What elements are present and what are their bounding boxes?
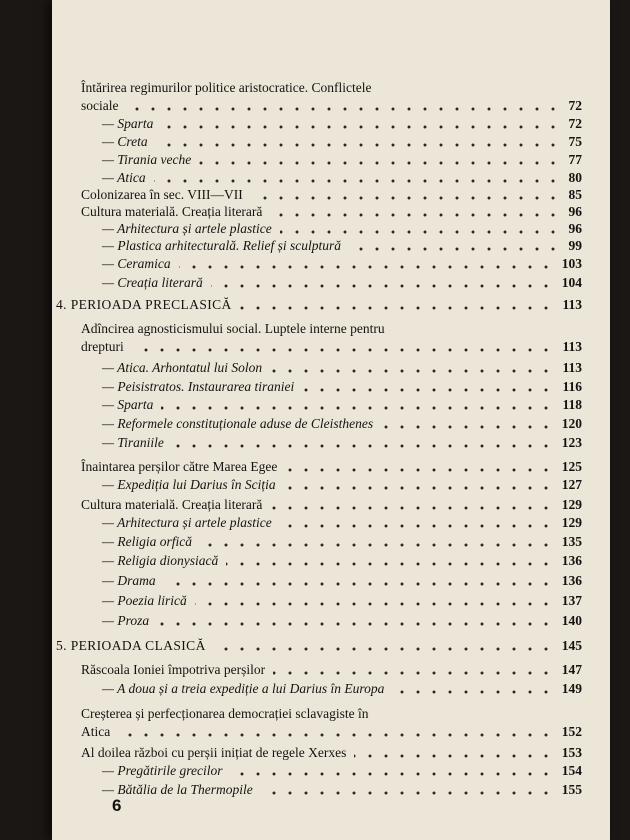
dot-leader xyxy=(280,221,561,235)
toc-page-number: 103 xyxy=(561,256,582,271)
toc-entry xyxy=(52,79,610,97)
dot-leader xyxy=(392,681,554,695)
toc-page-number: 120 xyxy=(561,416,582,431)
toc-page-number: 77 xyxy=(568,152,582,167)
toc-entry-title: — Reformele constituționale aduse de Cleisthenes xyxy=(102,416,374,431)
toc-entry-title: drepturi xyxy=(81,339,124,354)
toc-subentry xyxy=(52,533,610,551)
toc-page-number: 135 xyxy=(561,534,582,549)
toc-entry-title: — Expediția lui Darius în Sciția xyxy=(102,477,276,492)
toc-subentry xyxy=(52,572,610,590)
toc-entry-title: Înaintarea perșilor către Marea Egee xyxy=(81,459,278,474)
toc-entry-title: — Peisistratos. Instaurarea tiraniei xyxy=(102,379,295,394)
toc-entry-title: — Arhitectura și artele plastice xyxy=(102,515,272,530)
toc-entry-title: — Tiraniile xyxy=(102,435,164,450)
toc-subentry xyxy=(52,476,610,494)
toc-page-number: 129 xyxy=(561,515,582,530)
dot-leader xyxy=(270,360,554,374)
toc-page-number: 152 xyxy=(561,724,582,739)
toc-page-number: 129 xyxy=(561,497,582,512)
toc-page-number: 123 xyxy=(561,435,582,450)
book-page xyxy=(52,0,610,840)
toc-entry-title: — Bătălia de la Thermopile xyxy=(102,782,253,797)
toc-page-number: 104 xyxy=(561,275,582,290)
toc-section-heading xyxy=(52,637,610,655)
toc-entry-title: Creșterea și perfecționarea democrației sclavagiste în xyxy=(81,706,369,721)
dot-leader xyxy=(195,593,554,607)
dot-leader xyxy=(154,170,561,184)
toc-entry-title: — Creația literară xyxy=(102,275,203,290)
toc-page-number: 140 xyxy=(561,613,582,628)
dot-leader xyxy=(284,477,554,491)
dot-leader xyxy=(214,638,554,652)
toc-page-number: 118 xyxy=(562,397,582,412)
toc-entry xyxy=(52,496,610,514)
toc-entry-title: Atica xyxy=(81,724,111,739)
toc-entry xyxy=(52,338,610,356)
toc-subentry xyxy=(52,415,610,433)
toc-entry-title: 5. PERIOADA CLASICĂ xyxy=(56,638,206,653)
toc-entry xyxy=(52,723,610,741)
toc-subentry xyxy=(52,434,610,452)
toc-entry-title: Cultura materială. Creația literară xyxy=(81,497,263,512)
toc-subentry xyxy=(52,396,610,414)
toc-page-number: 154 xyxy=(561,763,582,778)
dot-leader xyxy=(161,116,561,130)
toc-entry-title: Colonizarea în sec. VIII—VII xyxy=(81,187,243,202)
toc-page-number: 137 xyxy=(561,593,582,608)
toc-page-number: 125 xyxy=(561,459,582,474)
toc-subentry xyxy=(52,592,610,610)
toc-entry-title: sociale xyxy=(81,98,119,113)
toc-subentry xyxy=(52,762,610,780)
toc-page-number: 155 xyxy=(561,782,582,797)
toc-subentry xyxy=(52,274,610,292)
toc-entry-title: — Pregătirile grecilor xyxy=(102,763,223,778)
dot-leader xyxy=(285,459,554,473)
toc-page-number: 136 xyxy=(561,573,582,588)
toc-subentry xyxy=(52,514,610,532)
toc-section-heading xyxy=(52,296,610,314)
toc-page-number: 72 xyxy=(568,116,582,131)
toc-subentry xyxy=(52,115,610,133)
toc-subentry xyxy=(52,612,610,630)
page-number: 6 xyxy=(112,796,122,815)
toc-entry-title: — Religia dionysiacă xyxy=(102,553,219,568)
toc-page-number: 145 xyxy=(561,638,582,653)
dot-leader xyxy=(156,134,561,148)
dot-leader xyxy=(164,573,554,587)
dot-leader xyxy=(200,534,554,548)
dot-leader xyxy=(132,339,554,353)
toc-subentry xyxy=(52,237,610,255)
toc-entry-title: — Atica xyxy=(102,170,146,185)
toc-entry-title: — Ceramica xyxy=(102,256,171,271)
dot-leader xyxy=(126,98,561,112)
dot-leader xyxy=(349,238,561,252)
toc-entry-title: — Tirania veche xyxy=(102,152,192,167)
toc-subentry xyxy=(52,255,610,273)
toc-subentry xyxy=(52,378,610,396)
toc-page-number: 116 xyxy=(562,379,582,394)
dot-leader xyxy=(240,297,554,311)
toc-page-number: 96 xyxy=(568,221,582,236)
dot-leader xyxy=(118,724,554,738)
toc-entry xyxy=(52,186,610,204)
dot-leader xyxy=(199,152,561,166)
toc-entry xyxy=(52,203,610,221)
toc-entry xyxy=(52,320,610,338)
toc-entry-title: Adîncirea agnosticismului social. Luptele interne pentru xyxy=(81,321,385,336)
dot-leader xyxy=(302,379,554,393)
toc-entry xyxy=(52,705,610,723)
toc-page-number: 99 xyxy=(568,238,582,253)
toc-subentry xyxy=(52,552,610,570)
dot-leader xyxy=(280,515,554,529)
dot-leader xyxy=(273,662,554,676)
toc-page-number: 149 xyxy=(561,681,582,696)
toc-entry-title: — Atica. Arhontatul lui Solon xyxy=(102,360,263,375)
toc-entry-title: — Poezia lirică xyxy=(102,593,187,608)
toc-entry xyxy=(52,97,610,115)
toc-page-number: 96 xyxy=(568,204,582,219)
toc-entry xyxy=(52,661,610,679)
toc-entry-title: Întărirea regimurilor politice aristocratice. Conflictele xyxy=(81,80,372,95)
toc-entry-title: — Arhitectura și artele plastice xyxy=(102,221,272,236)
toc-page-number: 80 xyxy=(568,170,582,185)
toc-page-number: 113 xyxy=(562,339,582,354)
dot-leader xyxy=(251,187,561,201)
dot-leader xyxy=(179,256,554,270)
toc-page-number: 72 xyxy=(568,98,582,113)
toc-entry xyxy=(52,458,610,476)
toc-subentry xyxy=(52,359,610,377)
toc-page-number: 113 xyxy=(562,297,582,312)
toc-subentry xyxy=(52,133,610,151)
table-of-contents xyxy=(52,0,610,840)
toc-entry-title: — Drama xyxy=(102,573,156,588)
dot-leader xyxy=(211,275,554,289)
dot-leader xyxy=(231,763,554,777)
toc-entry-title: — Sparta xyxy=(102,116,154,131)
toc-entry-title: Răscoala Ioniei împotriva perșilor xyxy=(81,662,266,677)
toc-entry-title: — Plastica arhitecturală. Relief și sculptură xyxy=(102,238,341,253)
toc-entry-title: — Proza xyxy=(102,613,150,628)
toc-entry xyxy=(52,744,610,762)
toc-page-number: 153 xyxy=(561,745,582,760)
dot-leader xyxy=(161,397,554,411)
toc-entry-title: 4. PERIOADA PRECLASICĂ xyxy=(56,297,232,312)
dot-leader xyxy=(172,435,554,449)
toc-subentry xyxy=(52,169,610,187)
toc-entry-title: — A doua și a treia expediție a lui Darius în Europa xyxy=(102,681,385,696)
dot-leader xyxy=(354,745,554,759)
toc-entry-title: — Creta xyxy=(102,134,148,149)
dot-leader xyxy=(226,553,554,567)
dot-leader xyxy=(157,613,554,627)
toc-subentry xyxy=(52,781,610,799)
toc-page-number: 85 xyxy=(568,187,582,202)
dot-leader xyxy=(270,204,561,218)
toc-subentry xyxy=(52,220,610,238)
toc-page-number: 147 xyxy=(561,662,582,677)
toc-entry-title: Al doilea război cu perșii inițiat de regele Xerxes xyxy=(81,745,347,760)
dot-leader xyxy=(270,497,554,511)
toc-page-number: 136 xyxy=(561,553,582,568)
toc-page-number: 113 xyxy=(562,360,582,375)
toc-entry-title: — Religia orfică xyxy=(102,534,192,549)
toc-subentry xyxy=(52,680,610,698)
toc-subentry xyxy=(52,151,610,169)
dot-leader xyxy=(381,416,554,430)
toc-entry-title: — Sparta xyxy=(102,397,154,412)
toc-entry-title: Cultura materială. Creația literară xyxy=(81,204,263,219)
toc-page-number: 75 xyxy=(568,134,582,149)
dot-leader xyxy=(261,782,554,796)
toc-page-number: 127 xyxy=(561,477,582,492)
